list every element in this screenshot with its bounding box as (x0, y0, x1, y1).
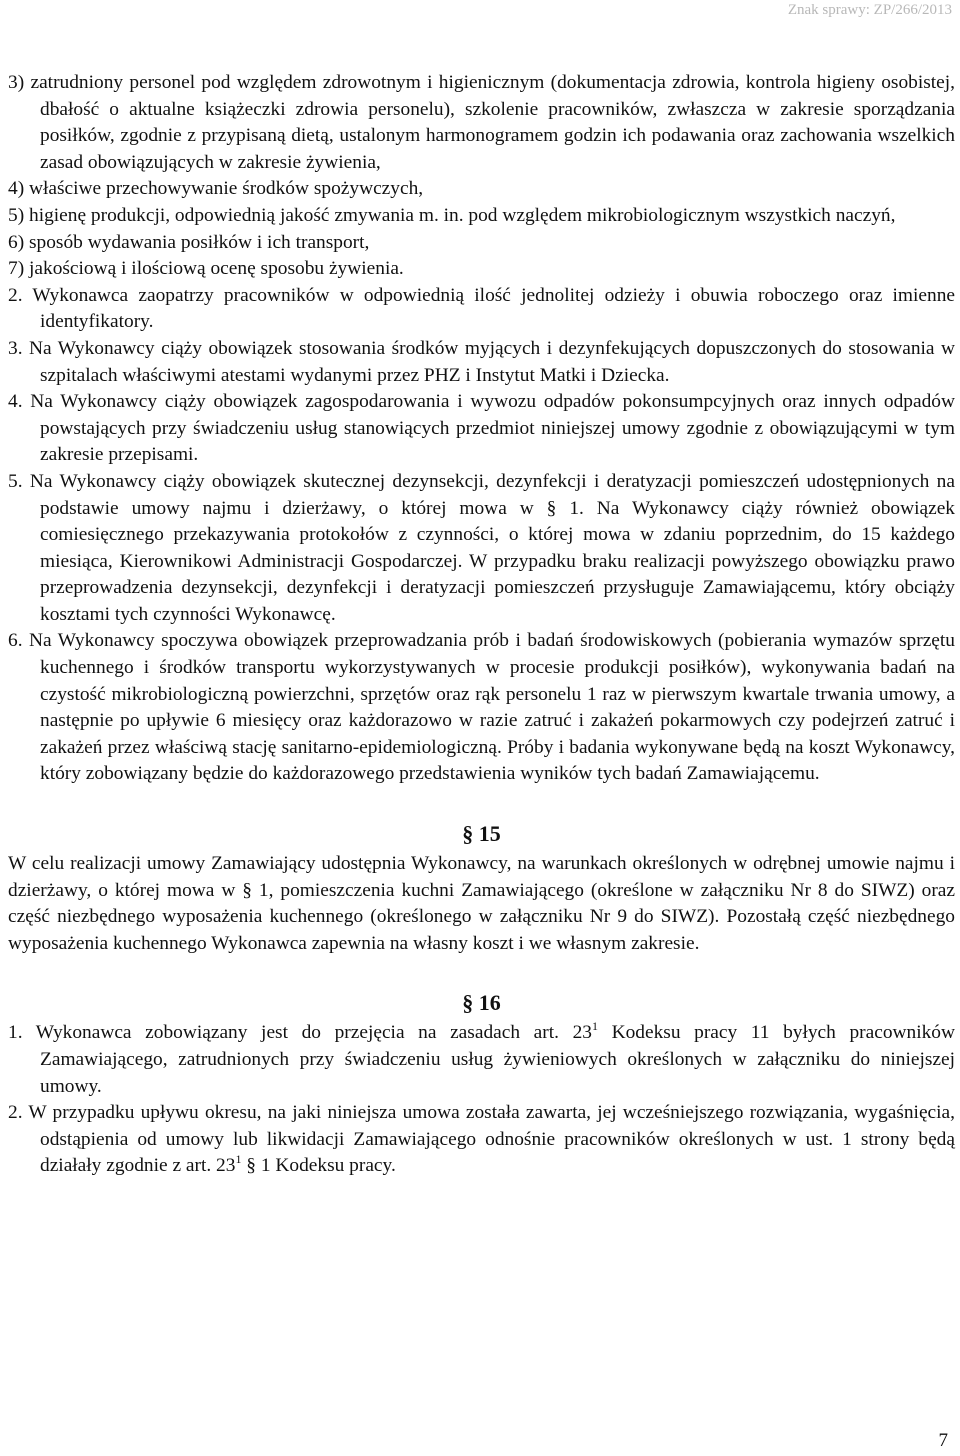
paragraph-item: 3. Na Wykonawcy ciąży obowiązek stosowania środków myjących i dezynfekujących dopuszczonych do stosowania w szpitalach właściwymi atestami wydanymi przez PHZ i Instytut Matki i Dziecka. (8, 337, 955, 386)
superscript: 1 (235, 1152, 242, 1167)
paragraph-item (8, 1020, 955, 1100)
paragraph-item: 2. Wykonawca zaopatrzy pracowników w odpowiednią ilość jednolitej odzieży i obuwia roboczego oraz imienne identyfikatory. (8, 284, 955, 333)
list-item: 6) sposób wydawania posiłków i ich transport, (8, 231, 370, 253)
list-item: 3) zatrudniony personel pod względem zdrowotnym i higienicznym (dokumentacja zdrowia, kontrola higieny osobistej, dbałość o aktualne książeczki zdrowia personelu), szkolenie pracowników, zwłaszcza w zakresie sporządzania posiłków, zgodnie z przypisaną dietą, ustalonym harmonogramem godzin ich podawania oraz zachowania wszelkich zasad obowiązujących w zakresie żywienia, (8, 72, 955, 173)
section-heading-16: § 16 (462, 990, 501, 1016)
paragraph-item (8, 1100, 955, 1180)
section-heading-15: § 15 (462, 821, 501, 847)
list-item: 7) jakościową i ilościową ocenę sposobu żywienia. (8, 258, 404, 280)
item-text: § 1 Kodeksu pracy. (241, 1155, 396, 1177)
case-number-header: Znak sprawy: ZP/266/2013 (787, 2, 952, 18)
paragraph-item: 4. Na Wykonawcy ciąży obowiązek zagospodarowania i wywozu odpadów pokonsumpcyjnych oraz innych odpadów powstających przy świadczeniu usług stanowiących przedmiot niniejszej umowy zgodnie z obowiązującymi w tym zakresie przepisami. (8, 391, 955, 466)
section-15-text: W celu realizacji umowy Zamawiający udostępnia Wykonawcy, na warunkach określonych w odrębnej umowie najmu i dzierżawy, o której mowa w § 1, pomieszczenia kuchni Zamawiającego (określone w załączniku Nr 8 do SIWZ) oraz część niezbędnego wyposażenia kuchennego (określonego w załączniku Nr 9 do SIWZ). Pozostałą część niezbędnego wyposażenia kuchennego Wykonawca zapewnia na własny koszt i we własnym zakresie. (8, 853, 955, 954)
document-body (8, 70, 955, 1180)
paragraph-item: 6. Na Wykonawcy spoczywa obowiązek przeprowadzania prób i badań środowiskowych (pobierania wymazów sprzętu kuchennego i środków transportu wykorzystywanych w procesie produkcji posiłków), wykonywania badań na czystość mikrobiologiczną powierzchni, sprzętów oraz rąk personelu 1 raz w pierwszym kwartale trwania umowy, a następnie po upływie 6 miesięcy oraz każdorazowo w razie zatruć i zakażeń pokarmowych czy podejrzeń zatruć i zakażeń przez właściwą stację sanitarno-epidemiologiczną. Próby i badania wykonywane będą na koszt Wykonawcy, który zobowiązany będzie do każdorazowego przedstawienia wyników tych badań Zamawiającemu. (8, 630, 955, 785)
item-text: 1. Wykonawca zobowiązany jest do przejęcia na zasadach art. 23 (8, 1022, 592, 1044)
page-number: 7 (938, 1430, 948, 1451)
item-text: 2. W przypadku upływu okresu, na jaki niniejsza umowa została zawarta, jej wcześniejszego rozwiązania, wygaśnięcia, odstąpienia od umowy lub likwidacji Zamawiającego odnośnie pracowników określonych w ust. 1 strony będą działały zgodnie z art. 23 (8, 1102, 955, 1177)
list-item: 5) higienę produkcji, odpowiednią jakość zmywania m. in. pod względem mikrobiologicznym wszystkich naczyń, (8, 204, 896, 226)
item-text: Kodeksu pracy 11 byłych pracowników Zamawiającego, zatrudnionych przy świadczeniu usług żywieniowych określonych w załączniku do niniejszej umowy. (40, 1022, 956, 1097)
superscript: 1 (591, 1019, 598, 1034)
list-item: 4) właściwe przechowywanie środków spożywczych, (8, 178, 424, 200)
paragraph-item: 5. Na Wykonawcy ciąży obowiązek skutecznej dezynsekcji, dezynfekcji i deratyzacji pomieszczeń udostępnionych na podstawie umowy najmu i dzierżawy, o której mowa w § 1. Na Wykonawcy ciąży również obowiązek comiesięcznego przekazywania protokołów z czynności, o której mowa w zdaniu poprzednim, do 15 każdego miesiąca, Kierownikowi Administracji Gospodarczej. W przypadku braku realizacji powyższego obowiązku prawo przeprowadzenia dezynsekcji, dezynfekcji i deratyzacji pomieszczeń przysługuje Zamawiającemu, który obciąży kosztami tych czynności Wykonawcę. (8, 470, 955, 625)
